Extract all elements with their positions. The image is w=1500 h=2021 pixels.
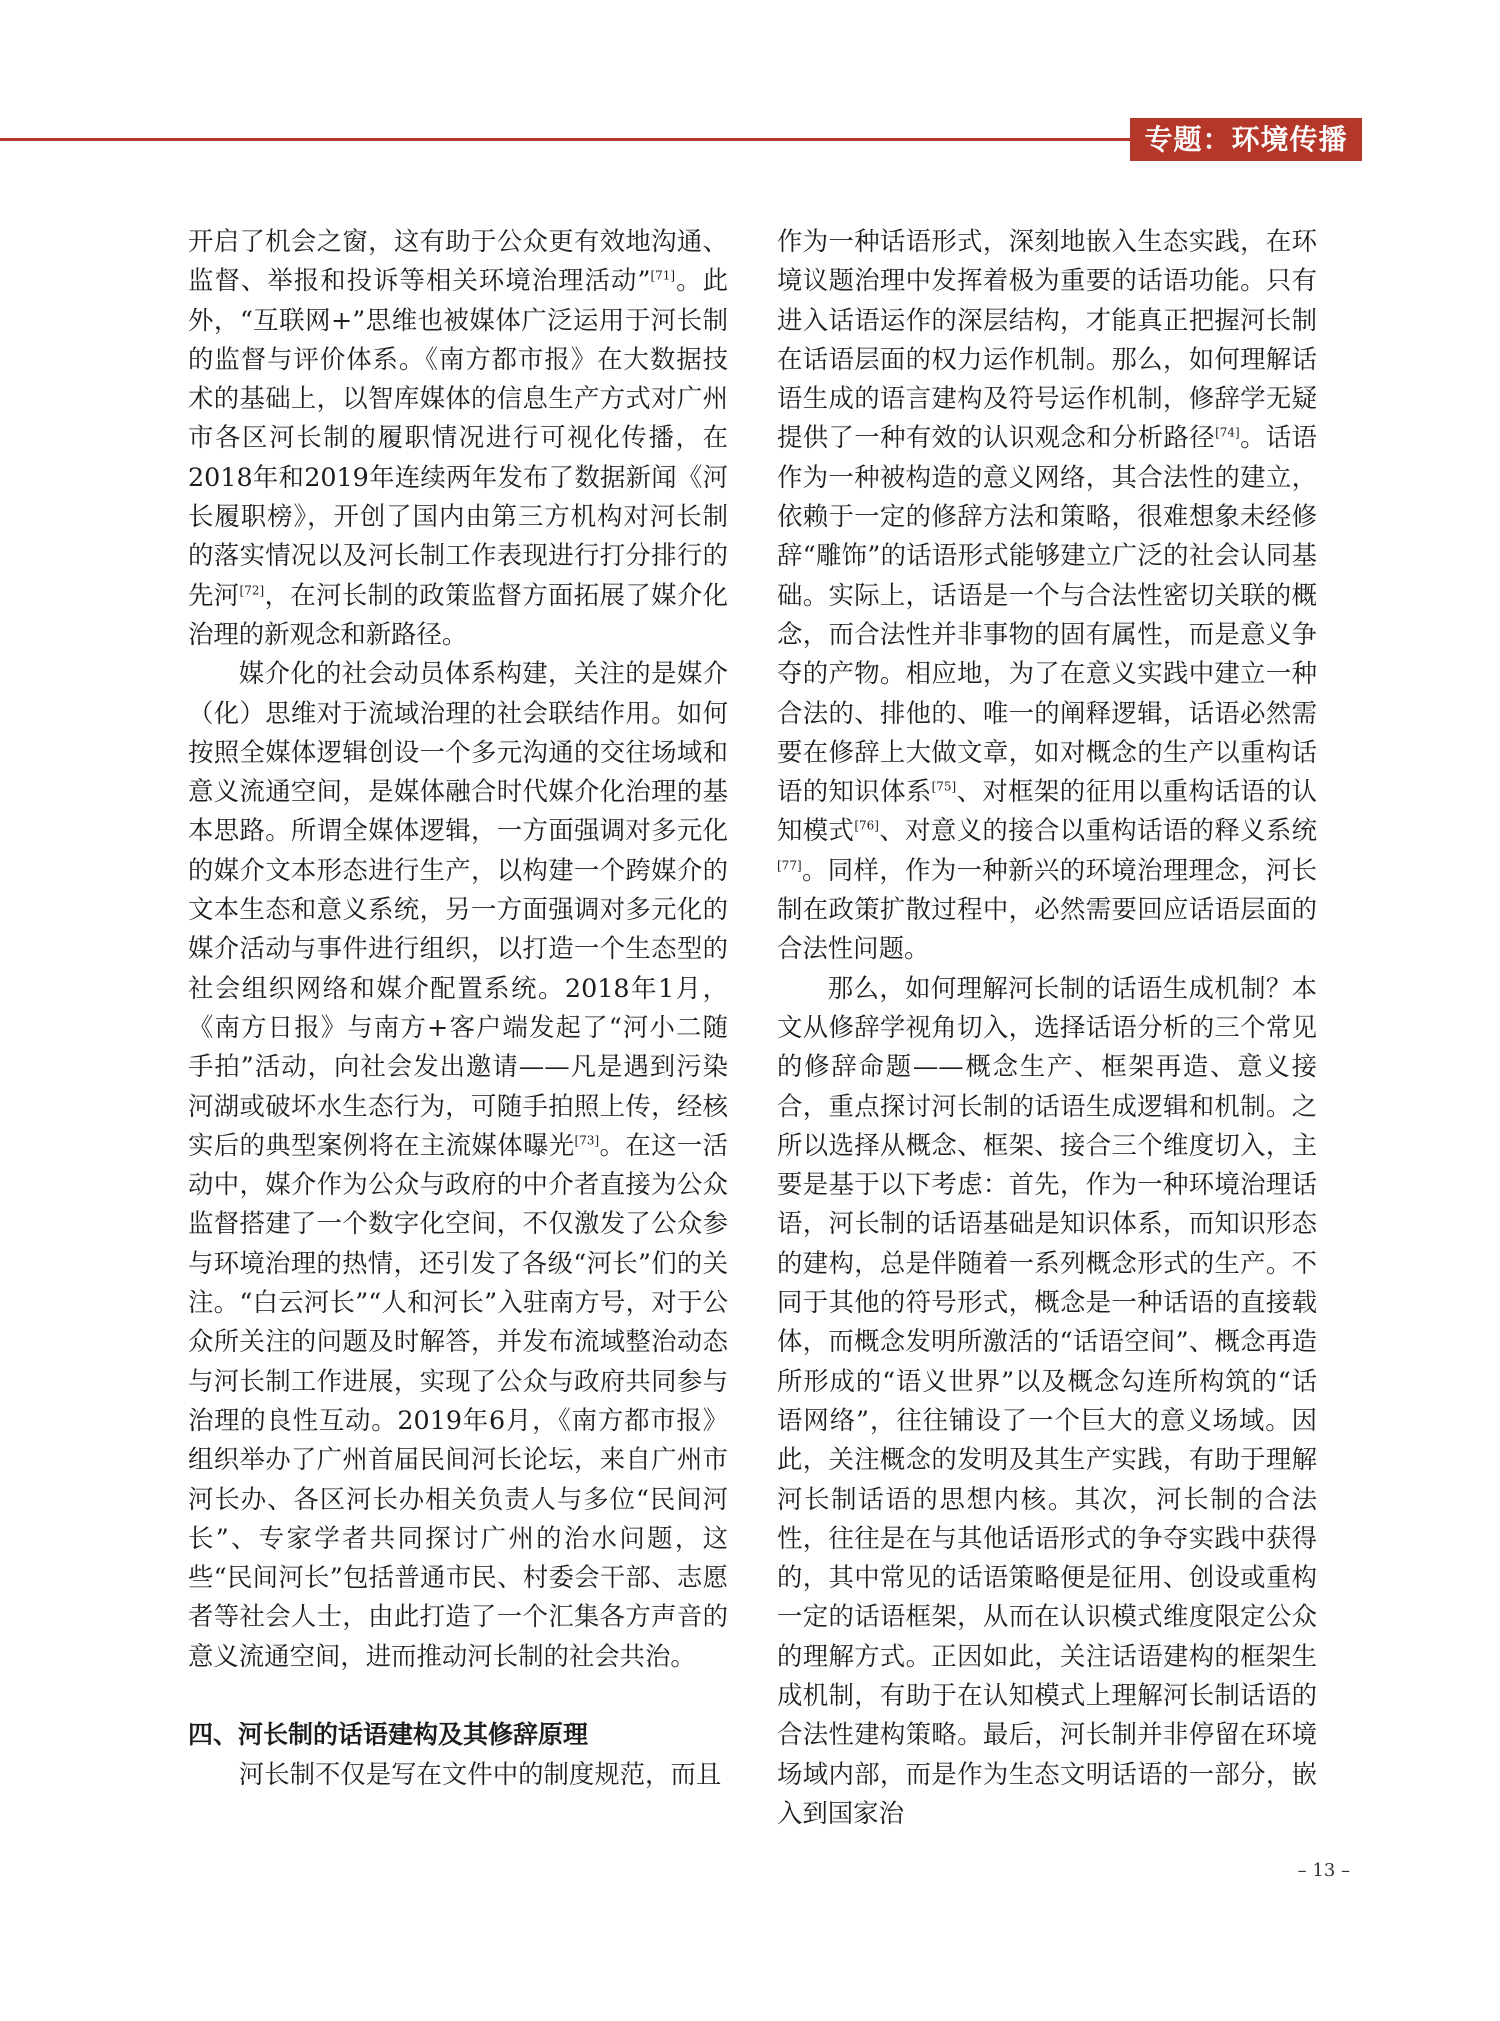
citation-ref: [73] <box>574 1133 600 1148</box>
header-rule <box>0 138 1130 141</box>
citation-ref: [74] <box>1215 426 1240 441</box>
text-run: 河长制不仅是写在文件中的制度规范，而且 <box>238 1758 722 1789</box>
text-run: 、对框架的征用以重构话语的认知模式 <box>777 776 1318 846</box>
paragraph <box>188 1755 728 1794</box>
paragraph <box>188 222 728 654</box>
text-run: 作为一种话语形式，深刻地嵌入生态实践，在环境议题治理中发挥着极为重要的话语功能。只有进入话语运作的深层结构，才能真正把握河长制在话语层面的权力运作机制。那么，如何理解话语生成的语言建构及符号运作机制，修辞学无疑提供了一种有效的认识观念和分析路径 <box>777 226 1317 453</box>
section-label: 专题：环境传播 <box>1130 118 1362 161</box>
text-run: 媒介化的社会动员体系构建，关注的是媒介（化）思维对于流域治理的社会联结作用。如何按照全媒体逻辑创设一个多元沟通的交往场域和意义流通空间，是媒体融合时代媒介化治理的基本思路。所谓全媒体逻辑，一方面强调对多元化的媒介文本形态进行生产，以构建一个跨媒介的文本生态和意义系统，另一方面强调对多元化的媒介活动与事件进行组织，以打造一个生态型的社会组织网络和媒介配置系统。2018年1月，《南方日报》与南方+客户端发起了“河小二随手拍”活动，向社会发出邀请——凡是遇到污染河湖或破坏水生态行为，可随手拍照上传，经核实后的典型案例将在主流媒体曝光 <box>188 658 728 1160</box>
text-run: 开启了机会之窗，这有助于公众更有效地沟通、监督、举报和投诉等相关环境治理活动” <box>188 226 728 296</box>
left-column <box>188 222 728 1794</box>
text-run: ，在河长制的政策监督方面拓展了媒介化治理的新观念和新路径。 <box>188 579 729 649</box>
paragraph <box>777 969 1317 1834</box>
text-run: 、对意义的接合以重构话语的释义系统 <box>878 815 1318 846</box>
citation-ref: [77] <box>777 858 802 873</box>
section-heading: 四、河长制的话语建构及其修辞原理 <box>188 1720 589 1750</box>
citation-ref: [75] <box>931 779 957 794</box>
page-number: – 13 – <box>1297 1860 1350 1881</box>
paragraph <box>188 654 728 1676</box>
text-run: 。此外，“互联网+”思维也被媒体广泛运用于河长制的监督与评价体系。《南方都市报》在大数据技术的基础上，以智库媒体的信息生产方式对广州市各区河长制的履职情况进行可视化传播，在2018年和2019年连续两年发布了数据新闻《河长履职榜》，开创了国内由第三方机构对河长制的落实情况以及河长制工作表现进行打分排行的先河 <box>188 265 729 610</box>
right-column <box>777 222 1317 1833</box>
section-gap <box>188 1676 728 1715</box>
text-run: 。话语作为一种被构造的意义网络，其合法性的建立，依赖于一定的修辞方法和策略，很难想象未经修辞“雕饰”的话语形式能够建立广泛的社会认同基础。实际上，话语是一个与合法性密切关联的概念，而合法性并非事物的固有属性，而是意义争夺的产物。相应地，为了在意义实践中建立一种合法的、排他的、唯一的阐释逻辑，话语必然需要在修辞上大做文章，如对概念的生产以重构话语的知识体系 <box>777 422 1318 807</box>
text-run: 那么，如何理解河长制的话语生成机制？本文从修辞学视角切入，选择话语分析的三个常见的修辞命题——概念生产、框架再造、意义接合，重点探讨河长制的话语生成逻辑和机制。之所以选择从概念、框架、接合三个维度切入，主要是基于以下考虑：首先，作为一种环境治理话语，河长制的话语基础是知识体系，而知识形态的建构，总是伴随着一系列概念形式的生产。不同于其他的符号形式，概念是一种话语的直接载体，而概念发明所激活的“话语空间”、概念再造所形成的“语义世界”以及概念勾连所构筑的“话语网络”，往往铺设了一个巨大的意义场域。因此，关注概念的发明及其生产实践，有助于理解河长制话语的思想内核。其次，河长制的合法性，往往是在与其他话语形式的争夺实践中获得的，其中常见的话语策略便是征用、创设或重构一定的话语框架，从而在认识模式维度限定公众的理解方式。正因如此，关注话语建构的框架生成机制，有助于在认知模式上理解河长制话语的合法性建构策略。最后，河长制并非停留在环境场域内部，而是作为生态文明话语的一部分，嵌入到国家治 <box>777 972 1317 1828</box>
citation-ref: [72] <box>239 583 265 598</box>
text-run: 。在这一活动中，媒介作为公众与政府的中介者直接为公众监督搭建了一个数字化空间，不仅激发了公众参与环境治理的热情，还引发了各级“河长”们的关注。“白云河长”“人和河长”入驻南方号，对于公众所关注的问题及时解答，并发布流域整治动态与河长制工作进展，实现了公众与政府共同参与治理的良性互动。2019年6月，《南方都市报》组织举办了广州首届民间河长论坛，来自广州市河长办、各区河长办相关负责人与多位“民间河长”、专家学者共同探讨广州的治水问题，这些“民间河长”包括普通市民、村委会干部、志愿者等社会人士，由此打造了一个汇集各方声音的意义流通空间，进而推动河长制的社会共治。 <box>188 1129 729 1671</box>
citation-ref: [76] <box>854 818 879 833</box>
paragraph <box>777 222 1317 969</box>
citation-ref: [71] <box>650 268 676 283</box>
text-run: 。同样，作为一种新兴的环境治理理念，河长制在政策扩散过程中，必然需要回应话语层面的合法性问题。 <box>777 854 1317 964</box>
